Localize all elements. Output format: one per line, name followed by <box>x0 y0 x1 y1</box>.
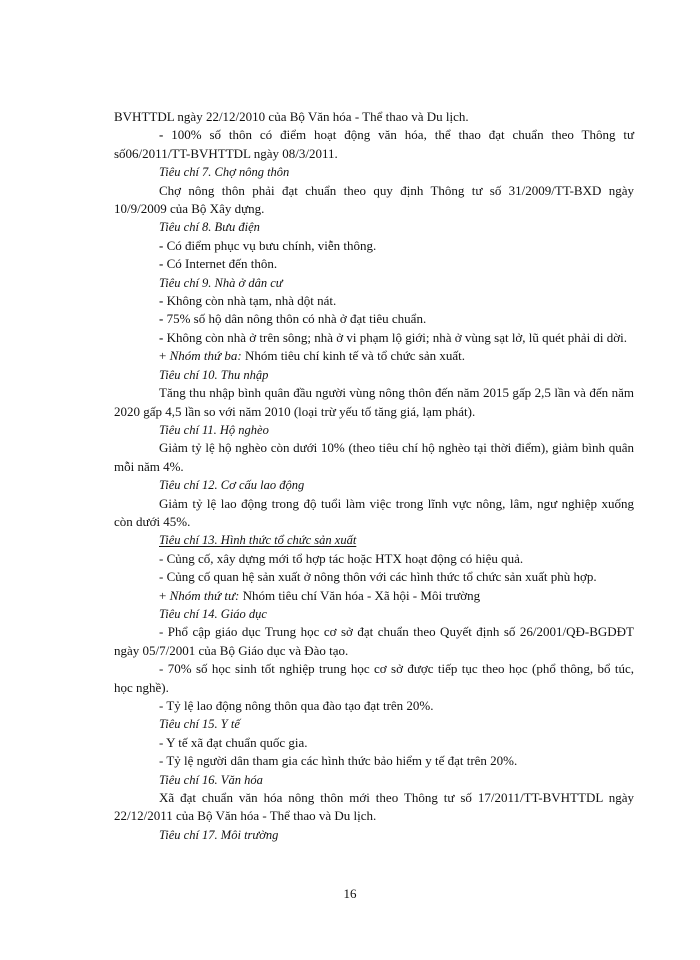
paragraph: - Củng cố, xây dựng mới tổ hợp tác hoặc HTX hoạt động có hiệu quả. <box>159 550 524 566</box>
paragraph-text: Không còn nhà tạm, nhà dột nát. <box>163 293 337 309</box>
criterion-heading: Tiêu chí 10. Thu nhập <box>159 367 269 382</box>
bullet-dash: - <box>159 311 164 327</box>
group-heading <box>114 587 634 605</box>
group-prefix: + <box>159 348 170 364</box>
paragraph: - Tỷ lệ lao động nông thôn qua đào tạo đạt trên 20%. <box>159 698 434 713</box>
paragraph: - Y tế xã đạt chuẩn quốc gia. <box>159 734 308 750</box>
criterion-heading: Tiêu chí 17. Môi trường <box>159 827 279 842</box>
criterion-heading: Tiêu chí 7. Chợ nông thôn <box>159 165 290 180</box>
paragraph-text: Không còn nhà ở trên sông; nhà ở vi phạm lộ giới; nhà ở vùng sạt lở, lũ quét phải di dời. <box>163 329 628 345</box>
paragraph: BVHTTDL ngày 22/12/2010 của Bộ Văn hóa - Thể thao và Du lịch. <box>114 109 469 124</box>
criterion-heading: Tiêu chí 8. Bưu điện <box>159 220 260 235</box>
paragraph <box>114 329 634 347</box>
bullet-dash: - <box>159 329 164 345</box>
bullet-dash: - <box>159 237 164 253</box>
paragraph: - Củng cố quan hệ sản xuất ở nông thôn với các hình thức tổ chức sản xuất phù hợp. <box>159 569 597 585</box>
paragraph-text: Có Internet đến thôn. <box>163 256 278 272</box>
group-prefix: + <box>159 587 170 603</box>
criterion-heading: Tiêu chí 9. Nhà ở dân cư <box>159 275 283 290</box>
group-label: Nhóm thứ tư: <box>169 587 240 603</box>
paragraph-text: 100% số thôn có điểm hoạt động văn hóa, thể thao đạt chuẩn theo Thông tư số06/2011/TT-BVHTTDL ngày 08/3/2011. <box>114 127 634 161</box>
group-text: Nhóm tiêu chí Văn hóa - Xã hội - Môi trường <box>239 587 481 603</box>
bullet-dash: - <box>159 127 164 143</box>
paragraph <box>114 292 634 310</box>
page-number: 16 <box>343 886 357 901</box>
paragraph: Giảm tỷ lệ hộ nghèo còn dưới 10% (theo tiêu chí hộ nghèo tại thời điểm), giảm bình quân mỗi năm 4%. <box>114 440 634 474</box>
bullet-dash: - <box>159 293 164 309</box>
paragraph-text: 75% số hộ dân nông thôn có nhà ở đạt tiêu chuẩn. <box>163 311 427 327</box>
paragraph: - Phổ cập giáo dục Trung học cơ sở đạt chuẩn theo Quyết định số 26/2001/QĐ-BGDĐT ngày 05/7/2001 của Bộ Giáo dục và Đào tạo. <box>114 624 634 658</box>
group-label: Nhóm thứ ba: <box>169 348 242 364</box>
paragraph: Chợ nông thôn phải đạt chuẩn theo quy định Thông tư số 31/2009/TT-BXD ngày 10/9/2009 của Bộ Xây dựng. <box>114 182 634 217</box>
criterion-heading: Tiêu chí 16. Văn hóa <box>159 772 263 787</box>
paragraph: - 70% số học sinh tốt nghiệp trung học cơ sở được tiếp tục theo học (phổ thông, bổ túc, học nghề). <box>114 661 634 695</box>
criterion-heading: Tiêu chí 11. Hộ nghèo <box>159 422 269 437</box>
criterion-heading: Tiêu chí 14. Giáo dục <box>159 606 267 621</box>
paragraph <box>114 255 634 273</box>
paragraph: Tăng thu nhập bình quân đầu người vùng nông thôn đến năm 2015 gấp 2,5 lần và đến năm 2020 gấp 4,5 lần so với năm 2010 (loại trừ yếu tố tăng giá, lạm phát). <box>114 385 634 419</box>
paragraph: Xã đạt chuẩn văn hóa nông thôn mới theo Thông tư số 17/2011/TT-BVHTTDL ngày 22/12/2011 của Bộ Văn hóa - Thể thao và Du lịch. <box>114 790 634 824</box>
paragraph <box>114 310 634 328</box>
paragraph: Giảm tỷ lệ lao động trong độ tuổi làm việc trong lĩnh vực nông, lâm, ngư nghiệp xuống còn dưới 45%. <box>114 495 634 529</box>
bullet-dash: - <box>159 256 164 272</box>
paragraph: - Tỷ lệ người dân tham gia các hình thức bảo hiểm y tế đạt trên 20%. <box>159 753 518 769</box>
paragraph <box>114 237 634 255</box>
criterion-heading: Tiêu chí 13. Hình thức tổ chức sản xuất <box>159 533 357 548</box>
paragraph-text: Có điểm phục vụ bưu chính, viễn thông. <box>163 237 377 253</box>
paragraph <box>114 126 634 163</box>
document-body <box>114 108 634 844</box>
group-text: Nhóm tiêu chí kinh tế và tổ chức sản xuất. <box>241 348 465 364</box>
criterion-heading: Tiêu chí 15. Y tế <box>159 717 240 732</box>
criterion-heading: Tiêu chí 12. Cơ cấu lao động <box>159 478 305 493</box>
group-heading <box>114 347 634 365</box>
